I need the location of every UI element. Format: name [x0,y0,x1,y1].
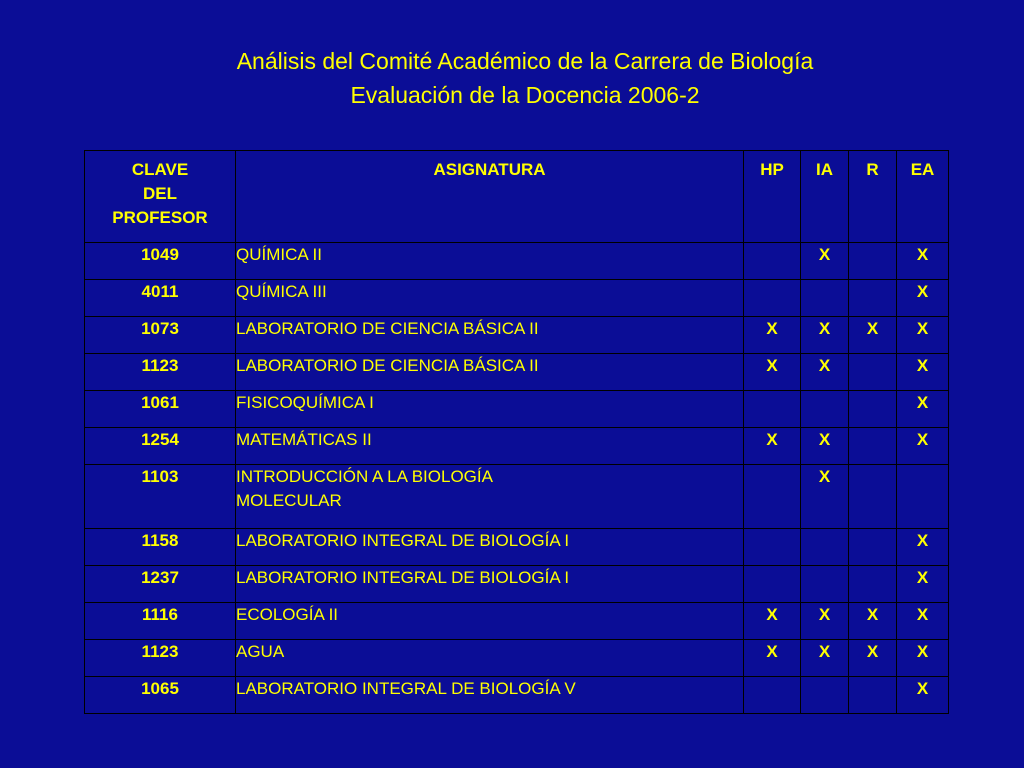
ia-cell: X [801,640,849,677]
hp-cell [744,529,801,566]
asignatura-cell: QUÍMICA II [236,243,744,280]
table-row [85,391,949,428]
asignatura-cell: ECOLOGÍA II [236,603,744,640]
hp-cell: X [744,354,801,391]
hp-cell: X [744,317,801,354]
ia-cell [801,566,849,603]
title-line-1: Análisis del Comité Académico de la Carrera de Biología [236,48,814,74]
asignatura-cell: MATEMÁTICAS II [236,428,744,465]
header-ia: IA [801,151,849,243]
r-cell [849,566,897,603]
hp-cell [744,243,801,280]
header-asignatura: ASIGNATURA [236,151,744,243]
clave-cell: 1254 [85,428,236,465]
r-cell [849,677,897,714]
header-clave: CLAVE DEL PROFESOR [85,151,236,243]
r-cell [849,529,897,566]
header-hp: HP [744,151,801,243]
asignatura-cell: LABORATORIO DE CIENCIA BÁSICA II [236,317,744,354]
table-row [85,640,949,677]
ea-cell: X [897,677,949,714]
ia-cell: X [801,317,849,354]
r-cell: X [849,603,897,640]
hp-cell [744,677,801,714]
ea-cell: X [897,603,949,640]
r-cell: X [849,640,897,677]
hp-cell [744,566,801,603]
hp-cell: X [744,640,801,677]
title-line-2: Evaluación de la Docencia 2006-2 [350,82,700,108]
asignatura-cell: INTRODUCCIÓN A LA BIOLOGÍA MOLECULAR [236,465,744,529]
ea-cell: X [897,391,949,428]
r-cell [849,428,897,465]
table-row [85,243,949,280]
ea-cell [897,465,949,529]
asignatura-cell: LABORATORIO INTEGRAL DE BIOLOGÍA I [236,566,744,603]
clave-cell: 4011 [85,280,236,317]
ea-cell: X [897,280,949,317]
clave-cell: 1237 [85,566,236,603]
table-row [85,280,949,317]
r-cell [849,280,897,317]
asignatura-cell: LABORATORIO INTEGRAL DE BIOLOGÍA I [236,529,744,566]
table-row [85,317,949,354]
ia-cell: X [801,428,849,465]
ea-cell: X [897,428,949,465]
asignatura-cell: FISICOQUÍMICA I [236,391,744,428]
hp-cell [744,391,801,428]
clave-cell: 1158 [85,529,236,566]
ia-cell: X [801,603,849,640]
table-row [85,428,949,465]
table-row [85,566,949,603]
ia-cell: X [801,465,849,529]
ia-cell: X [801,243,849,280]
asignatura-cell: LABORATORIO DE CIENCIA BÁSICA II [236,354,744,391]
clave-cell: 1123 [85,640,236,677]
header-r: R [849,151,897,243]
table-header-row [85,151,949,243]
hp-cell: X [744,428,801,465]
table-row [85,529,949,566]
ia-cell [801,677,849,714]
asignatura-cell: LABORATORIO INTEGRAL DE BIOLOGÍA V [236,677,744,714]
ia-cell [801,529,849,566]
clave-cell: 1116 [85,603,236,640]
r-cell [849,354,897,391]
ea-cell: X [897,354,949,391]
hp-cell [744,280,801,317]
r-cell: X [849,317,897,354]
clave-cell: 1061 [85,391,236,428]
header-ea: EA [897,151,949,243]
table-row [85,354,949,391]
evaluation-table [84,150,949,714]
table-row [85,603,949,640]
ia-cell [801,280,849,317]
table-row [85,465,949,529]
clave-cell: 1073 [85,317,236,354]
ea-cell: X [897,529,949,566]
clave-cell: 1123 [85,354,236,391]
asignatura-cell: AGUA [236,640,744,677]
r-cell [849,243,897,280]
ia-cell [801,391,849,428]
clave-cell: 1103 [85,465,236,529]
ea-cell: X [897,243,949,280]
ea-cell: X [897,317,949,354]
hp-cell [744,465,801,529]
r-cell [849,465,897,529]
ia-cell: X [801,354,849,391]
asignatura-cell: QUÍMICA III [236,280,744,317]
r-cell [849,391,897,428]
clave-cell: 1065 [85,677,236,714]
table-row [85,677,949,714]
ea-cell: X [897,566,949,603]
clave-cell: 1049 [85,243,236,280]
ea-cell: X [897,640,949,677]
page-title [0,44,1024,112]
hp-cell: X [744,603,801,640]
